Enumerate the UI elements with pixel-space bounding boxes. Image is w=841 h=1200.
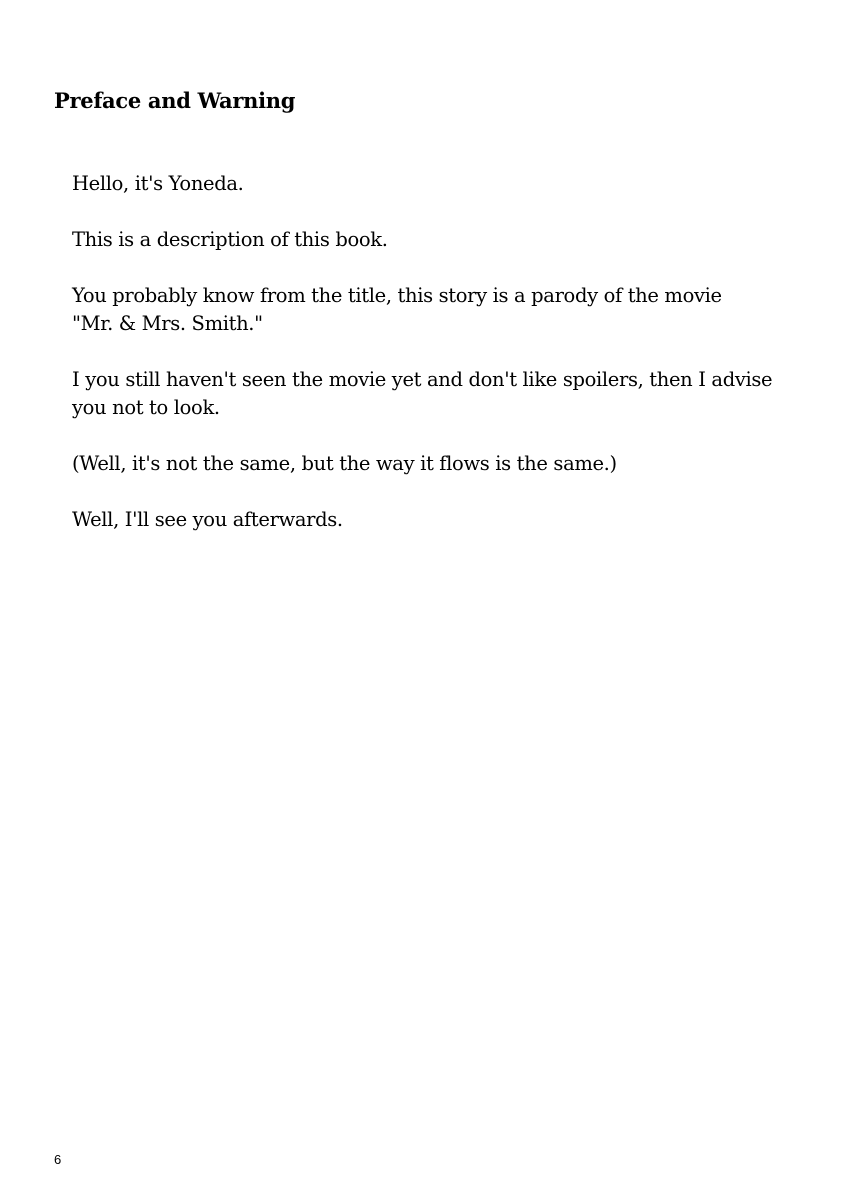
paragraph-spoiler-warning: I you still haven't seen the movie yet and don't like spoilers, then I advise you not to look.	[72, 368, 773, 419]
page-number: 6	[54, 1152, 62, 1167]
paragraph-greeting: Hello, it's Yoneda.	[72, 172, 244, 195]
paragraph-description: This is a description of this book.	[72, 228, 388, 251]
body-text	[72, 170, 832, 562]
page-heading: Preface and Warning	[54, 88, 296, 113]
paragraph-aside: (Well, it's not the same, but the way it flows is the same.)	[72, 452, 617, 475]
paragraph-closing: Well, I'll see you afterwards.	[72, 508, 343, 531]
paragraph-parody-note: You probably know from the title, this story is a parody of the movie "Mr. & Mrs. Smith."	[72, 284, 722, 335]
